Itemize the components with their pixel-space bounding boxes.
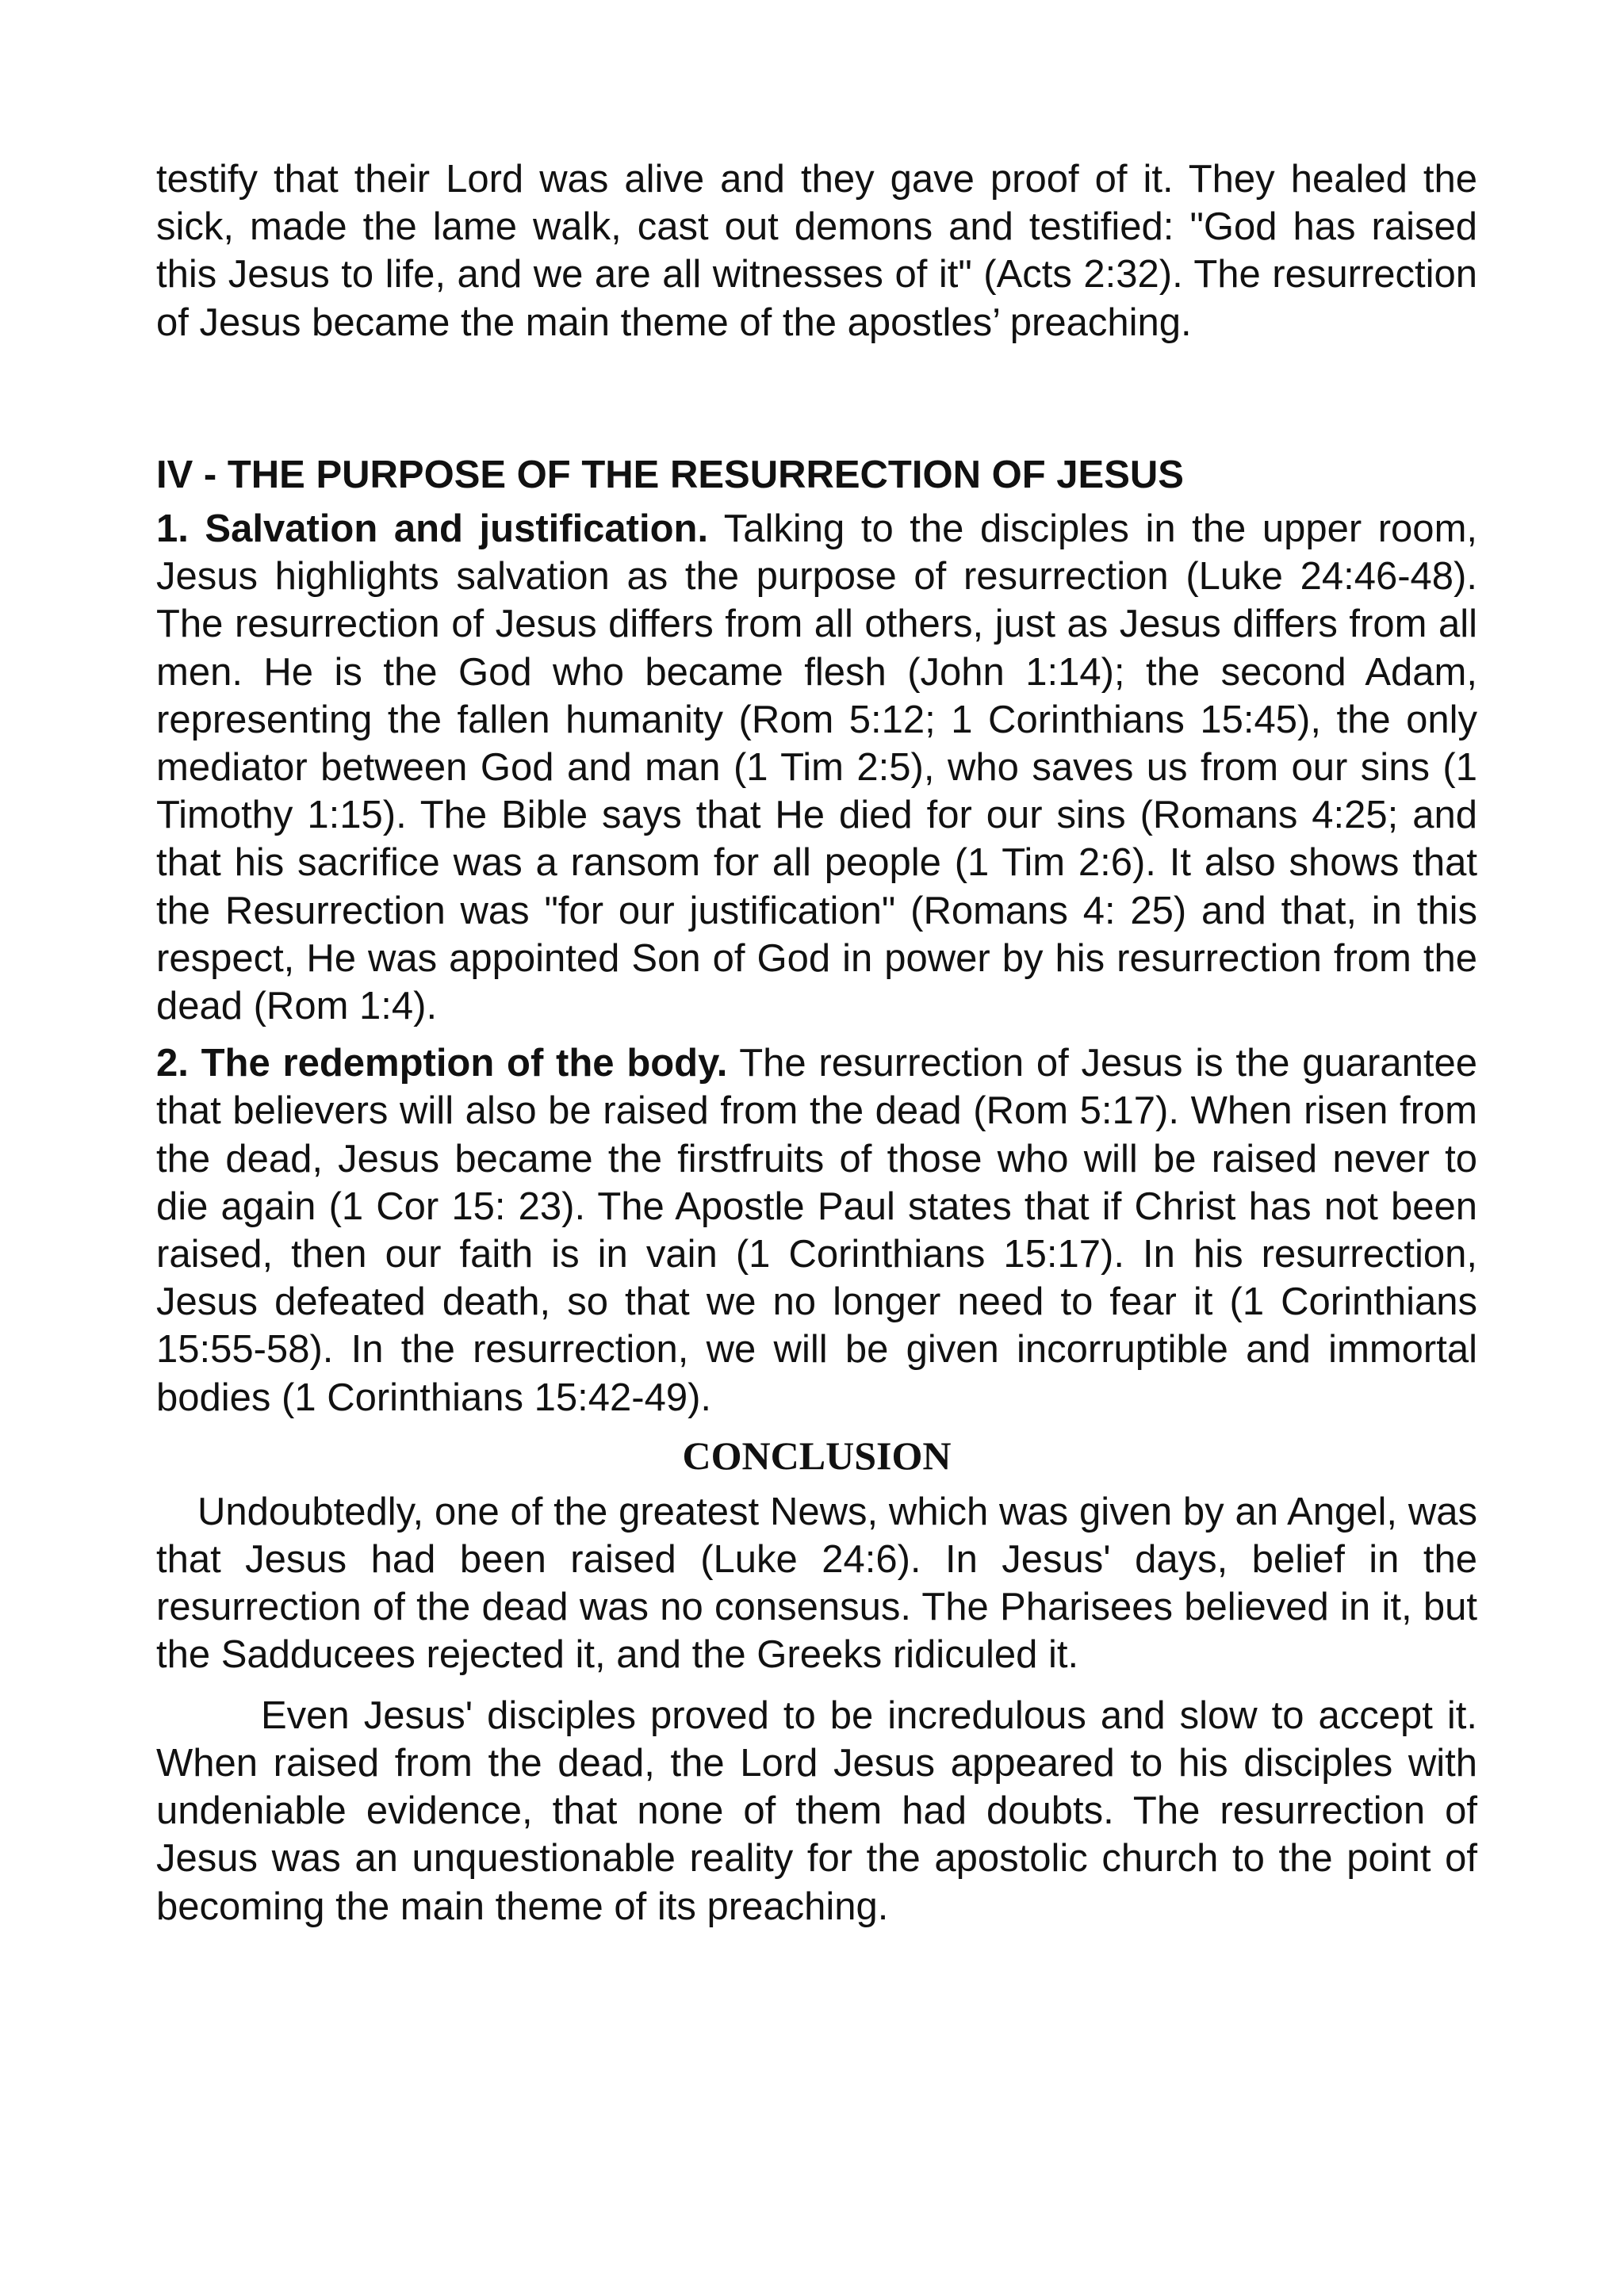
conclusion-paragraph: Undoubtedly, one of the greatest News, which was given by an Angel, was that Jesus had been raised (Luke 24:6). In Jesus' days, belief in the resurrection of the dead was no consensus. The Pharisees believed in it, but the Sadducees rejected it, and the Greeks ridiculed it. xyxy=(156,1490,1477,1677)
point-title: 2. The redemption of the body. xyxy=(156,1042,728,1085)
intro-paragraph: testify that their Lord was alive and they gave proof of it. They healed the sick, made the lame walk, cast out demons and testified: "God has raised this Jesus to life, and we are all witnesses of it" (Acts 2:32). The resurrection of Jesus became the main theme of the apostles’ preaching. xyxy=(156,158,1477,344)
section-heading: IV - THE PURPOSE OF THE RESURRECTION OF JESUS xyxy=(156,453,1184,496)
point-text: The resurrection of Jesus is the guarantee that believers will also be raised from the dead (Rom 5:17). When risen from the dead, Jesus became the firstfruits of those who will be raised never to die again (1 Cor 15: 23). The Apostle Paul states that if Christ has not been raised, then our faith is in vain (1 Corinthians 15:17). In his resurrection, Jesus defeated death, so that we no longer need to fear it (1 Corinthians 15:55-58). In the resurrection, we will be given incorruptible and immortal bodies (1 Corinthians 15:42-49). xyxy=(156,1042,1477,1419)
conclusion-heading: CONCLUSION xyxy=(682,1433,952,1478)
point-redemption xyxy=(156,1039,1477,1422)
document-page xyxy=(156,155,1477,1931)
point-salvation xyxy=(156,505,1477,1030)
point-title: 1. Salvation and justification. xyxy=(156,507,709,551)
point-text: Talking to the disciples in the upper room, Jesus highlights salvation as the purpose of resurrection (Luke 24:46-48). The resurrection of Jesus differs from all others, just as Jesus differs from all men. He is the God who became flesh (John 1:14); the second Adam, representing the fallen humanity (Rom 5:12; 1 Corinthians 15:45), the only mediator between God and man (1 Tim 2:5), who saves us from our sins (1 Timothy 1:15). The Bible says that He died for our sins (Romans 4:25; and that his sacrifice was a ransom for all people (1 Tim 2:6). It also shows that the Resurrection was "for our justification" (Romans 4: 25) and that, in this respect, He was appointed Son of God in power by his resurrection from the dead (Rom 1:4). xyxy=(156,507,1477,1028)
conclusion-paragraph: Even Jesus' disciples proved to be incredulous and slow to accept it. When raised from the dead, the Lord Jesus appeared to his disciples with undeniable evidence, that none of them had doubts. The resurrection of Jesus was an unquestionable reality for the apostolic church to the point of becoming the main theme of its preaching. xyxy=(156,1693,1477,1928)
